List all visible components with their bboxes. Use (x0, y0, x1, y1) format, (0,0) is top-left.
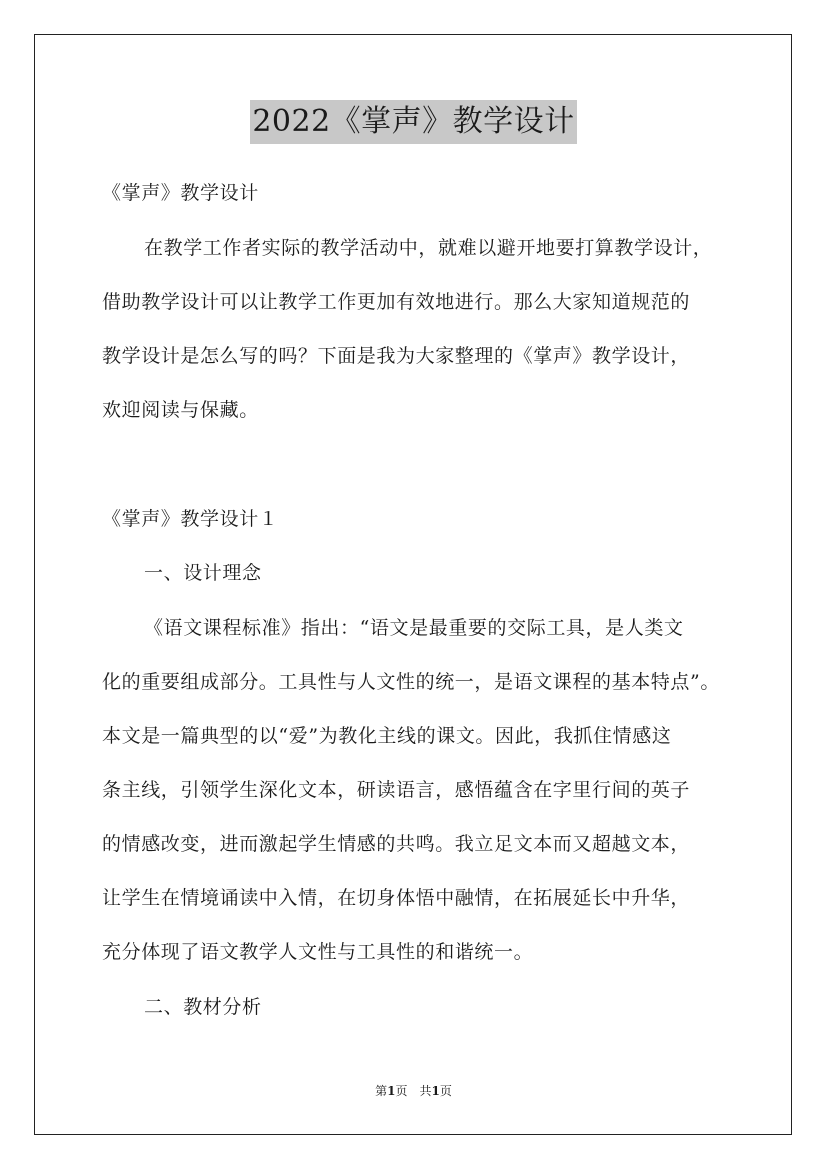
body-line-2: 化的重要组成部分。工具性与人文性的统一，是语文课程的基本特点”。 (102, 671, 720, 693)
page-footer (0, 1082, 827, 1100)
footer-page-prefix: 第 (375, 1084, 388, 1098)
body-line-4: 条主线，引领学生深化文本，研读语言，感悟蕴含在字里行间的英子 (102, 779, 691, 801)
document-subtitle: 《掌声》教学设计 (102, 182, 259, 204)
intro-line-1: 在教学工作者实际的教学活动中，就难以避开地要打算教学设计， (144, 237, 713, 259)
body-line-6: 让学生在情境诵读中入情，在切身体悟中融情，在拓展延长中升华， (102, 887, 691, 909)
body-line-5: 的情感改变，进而激起学生情感的共鸣。我立足文本而又超越文本， (102, 833, 691, 855)
footer-page-current: 1 (387, 1084, 396, 1098)
body-line-1: 《语文课程标准》指出：“语文是最重要的交际工具，是人类文 (144, 617, 684, 639)
section-heading: 《掌声》教学设计１ (102, 508, 279, 530)
footer-page-suffix: 页 (439, 1084, 452, 1098)
intro-line-3: 教学设计是怎么写的吗？下面是我为大家整理的《掌声》教学设计， (102, 345, 691, 367)
body-line-7: 充分体现了语文教学人文性与工具性的和谐统一。 (102, 941, 534, 963)
title-container (0, 100, 827, 144)
footer-page-mid: 页 共 (395, 1084, 432, 1098)
sub-heading-design-concept: 一、设计理念 (144, 562, 262, 584)
footer-page-total: 1 (431, 1084, 440, 1098)
document-title: 2022《掌声》教学设计 (250, 100, 576, 144)
body-line-3: 本文是一篇典型的以“爱”为教化主线的课文。因此，我抓住情感这 (102, 725, 672, 747)
sub-heading-textbook-analysis: 二、教材分析 (144, 996, 262, 1018)
intro-line-4: 欢迎阅读与保藏。 (102, 399, 259, 421)
intro-line-2: 借助教学设计可以让教学工作更加有效地进行。那么大家知道规范的 (102, 291, 691, 313)
